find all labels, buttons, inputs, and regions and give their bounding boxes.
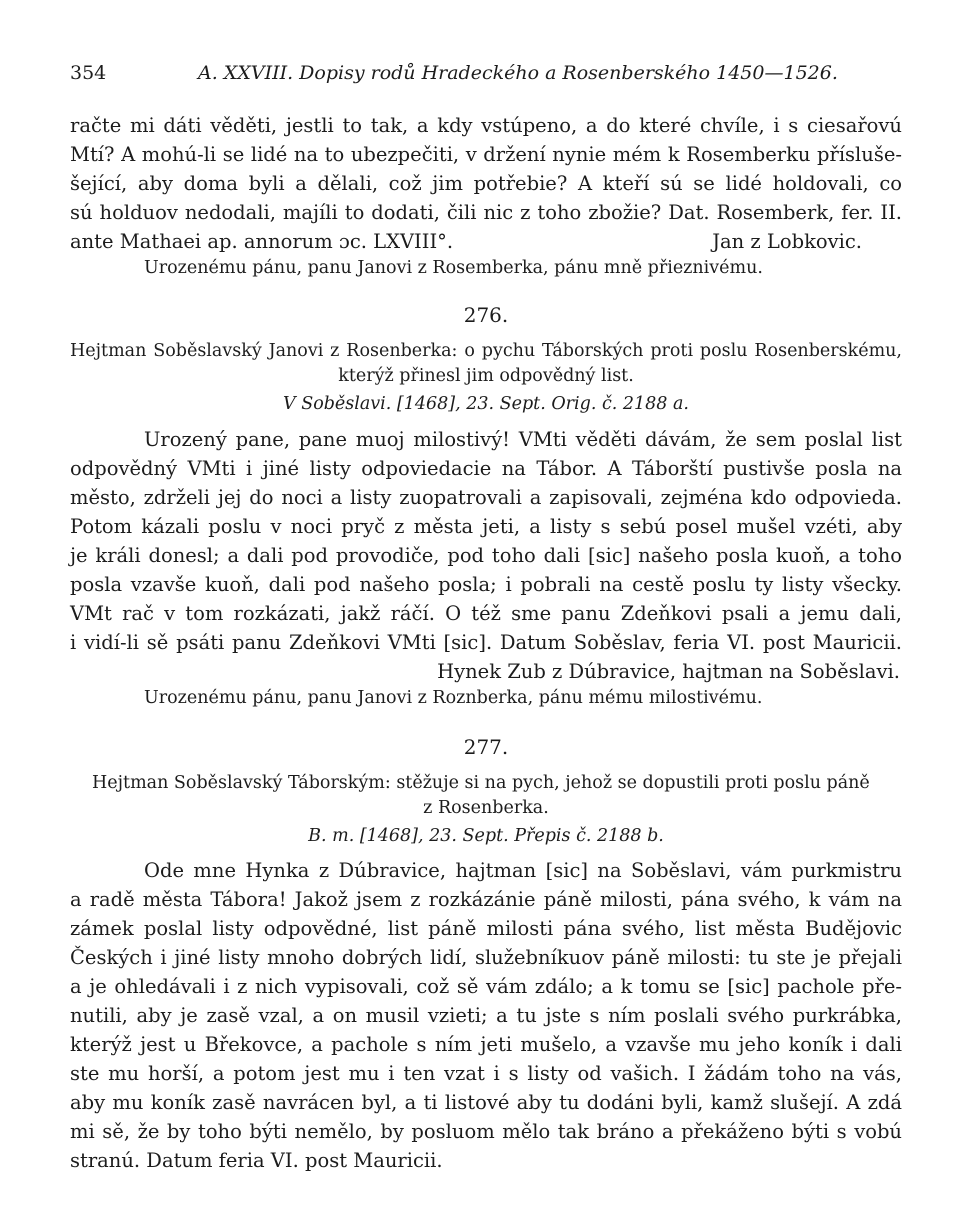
text-line: i vidí-li sě psáti panu Zdeňkovi VMti [sic]. Datum Soběslav, feria VI. post Mauricii. (70, 631, 902, 654)
text-line: ste mu horší, a potom jest mu i ten vzat i s listy od vašich. I žádám toho na vás, (70, 1062, 902, 1085)
text-line: mi sě, že by toho býti nemělo, by posluom mělo tak bráno a překáženo býti s vobú (70, 1120, 902, 1143)
text-line: sú holduov nedodali, majíli to dodati, čili nic z toho zbožie? Dat. Rosemberk, fer. II. (70, 201, 902, 224)
text-line: aby mu koník zasě navrácen byl, a ti listové aby tu dodáni byli, kamž slušejí. A zdá (70, 1091, 902, 1114)
text-line: kterýž jest u Břekovce, a pachole s ním jeti mušelo, a vzavše mu jeho koník i dali (70, 1033, 902, 1056)
source-line: V Soběslavi. [1468], 23. Sept. Orig. č. 2188 a. (283, 394, 689, 414)
page-number: 354 (70, 62, 107, 84)
text-line: odpovědný VMti i jiné listy odpoviedacie na Tábor. A Táborští pustivše posla na (70, 457, 902, 480)
running-title: A. XXVIII. Dopisy rodů Hradeckého a Rosenberského 1450—1526. (198, 62, 838, 84)
summary-line: kterýž přinesl jim odpovědný list. (338, 366, 634, 386)
text-line: Ode mne Hynka z Dúbravice, hajtman [sic] na Soběslavi, vám purkmistru (144, 859, 902, 882)
text-line: šející, aby doma byli a dělali, což jim potřebie? A kteří sú se lidé holdovali, co (70, 172, 902, 195)
summary-line: z Rosenberka. (423, 798, 549, 818)
text-line: Potom kázali poslu v noci pryč z města jeti, a listy s sebú posel mušel vzéti, aby (70, 515, 902, 538)
signature-row (70, 658, 902, 686)
text-line: je králi donesl; a dali pod provodiče, pod toho dali [sic] našeho posla kuoň, a toho (70, 544, 902, 567)
text-line: račte mi dáti věděti, jestli to tak, a kdy vstúpeno, a do které chvíle, i s ciesařovú (70, 114, 902, 137)
document-number: 276. (463, 303, 509, 327)
address-line: Urozenému pánu, panu Janovi z Rosemberka, pánu mně přieznivému. (144, 258, 763, 278)
text-line: VMt rač v tom rozkázati, jakž ráčí. O též sme panu Zdeňkovi psali a jemu dali, (70, 602, 902, 625)
text-line: město, zdrželi jej do noci a listy zuopatrovali a zapisovali, zejména kdo odpovieda. (70, 486, 902, 509)
text-line: posla vzavše kuoň, dali pod našeho posla; i pobrali na cestě poslu ty listy všecky. (70, 573, 902, 596)
summary-line: Hejtman Soběslavský Táborským: stěžuje si na pych, jehož se dopustili proti poslu páně (92, 773, 870, 793)
signature: Hynek Zub z Dúbravice, hajtman na Soběslavi. (437, 660, 900, 683)
text-line: a je ohledávali i z nich vypisovali, což sě vám zdálo; a k tomu se [sic] pachole pře- (70, 975, 902, 998)
text-line: zámek poslal listy odpovědné, list páně milosti pána svého, list města Budějovic (70, 917, 902, 940)
text-line: a radě města Tábora! Jakož jsem z rozkázánie páně milosti, pána svého, k vám na (70, 888, 902, 911)
date-line-row (70, 228, 902, 256)
text-line: Urozený pane, pane muoj milostivý! VMti věděti dávám, že sem poslal list (144, 428, 902, 451)
summary-line: Hejtman Soběslavský Janovi z Rosenberka: o pychu Táborských proti poslu Rosenberskému, (70, 341, 902, 361)
text-line: Českých i jiné listy mnoho dobrých lidí, služebníkuov páně milosti: tu ste je přejali (70, 946, 902, 969)
signature: Jan z Lobkovic. (712, 230, 862, 253)
address-line: Urozenému pánu, panu Janovi z Roznberka, pánu mému milostivému. (144, 688, 763, 708)
text-line: Mtí? A mohú-li se lidé na to ubezpečiti, v držení nynie mém k Rosemberku přísluše- (70, 143, 902, 166)
document-number: 277. (463, 735, 509, 759)
date-line: ante Mathaei ap. annorum ɔc. LXVIII°. (70, 230, 454, 253)
text-line: nutili, aby je zasě vzal, a on musil vzieti; a tu jste s ním poslali svého purkrábka, (70, 1004, 902, 1027)
page-header (70, 62, 902, 90)
source-line: B. m. [1468], 23. Sept. Přepis č. 2188 b. (308, 826, 664, 846)
document-page (70, 0, 902, 1208)
text-line: stranú. Datum feria VI. post Mauricii. (70, 1149, 443, 1172)
